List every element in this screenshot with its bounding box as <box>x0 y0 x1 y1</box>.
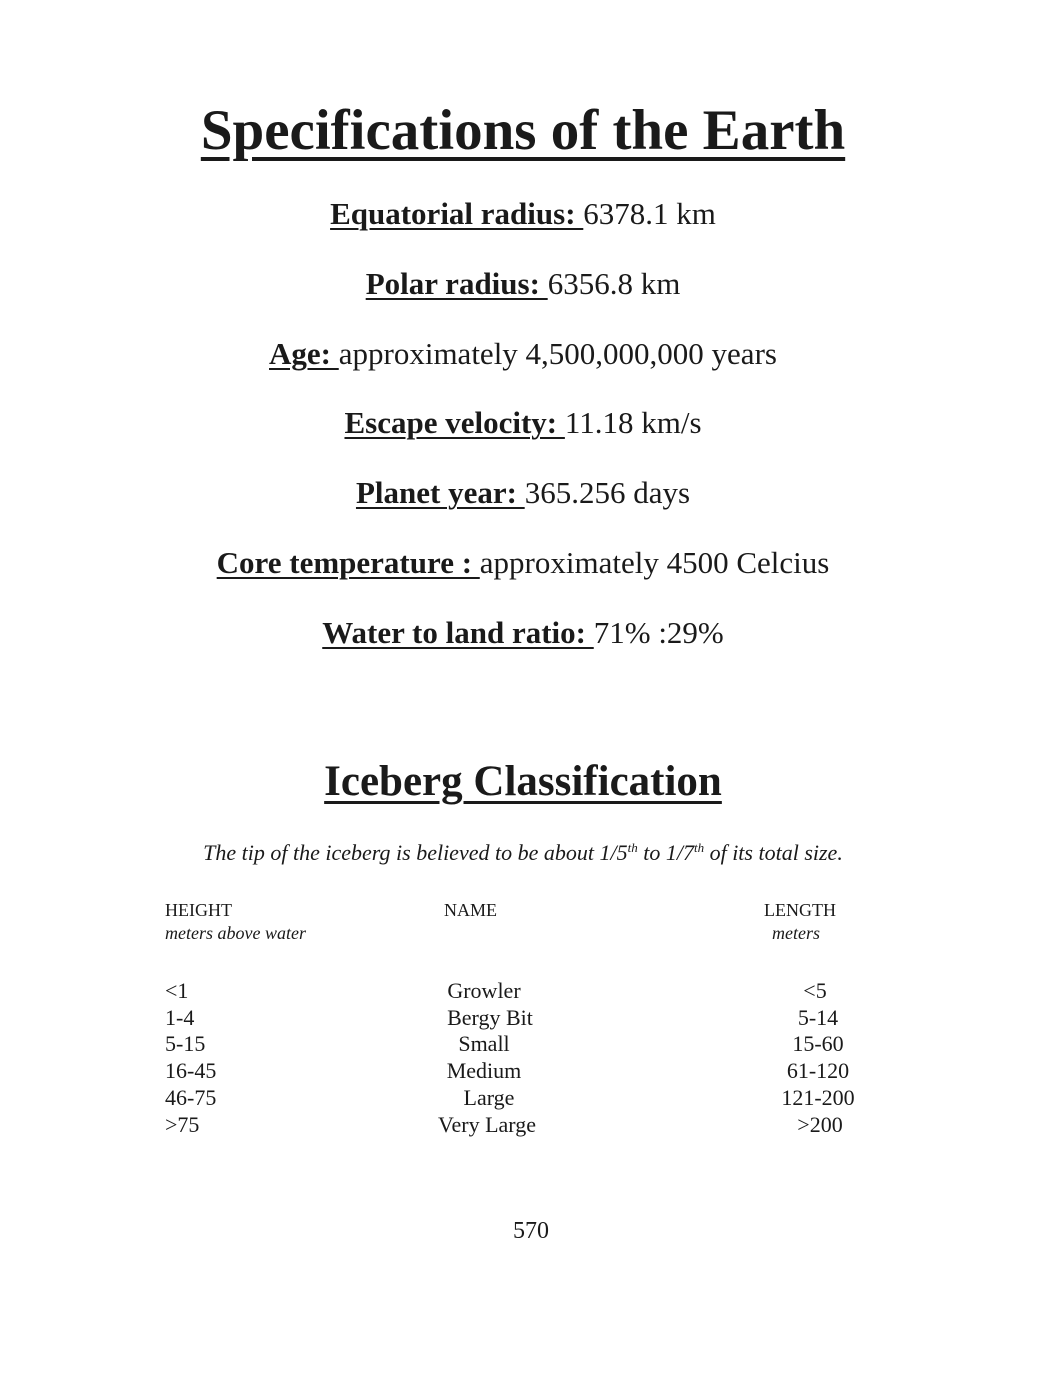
spec-value: 6378.1 km <box>583 196 716 231</box>
section-title: Iceberg Classification <box>324 758 722 805</box>
spec-value: approximately 4500 Celcius <box>479 545 830 580</box>
spec-label: Escape velocity: <box>344 405 565 440</box>
column-header-height: HEIGHT <box>165 900 232 920</box>
intro-text: The tip of the iceberg is believed to be about 1/5 <box>203 840 628 865</box>
page-title: Specifications of the Earth <box>200 99 846 162</box>
cell-name: Medium <box>446 1058 522 1083</box>
cell-length: 15-60 <box>792 1031 844 1056</box>
cell-length: >200 <box>797 1112 843 1137</box>
spec-value: 365.256 days <box>524 475 691 510</box>
spec-core-temperature <box>0 545 1046 581</box>
spec-label: Core temperature : <box>216 545 480 580</box>
cell-name: Bergy Bit <box>447 1005 533 1030</box>
column-subheader-length: meters <box>772 923 820 943</box>
cell-name: Small <box>458 1031 510 1056</box>
cell-height: 1-4 <box>165 1005 195 1030</box>
intro-superscript: th <box>693 840 705 855</box>
cell-name: Very Large <box>438 1112 536 1137</box>
cell-height: >75 <box>165 1112 200 1137</box>
cell-height: 5-15 <box>165 1031 206 1056</box>
spec-label: Polar radius: <box>365 266 548 301</box>
cell-length: 5-14 <box>797 1005 839 1030</box>
spec-value: 6356.8 km <box>547 266 681 301</box>
page-number: 570 <box>513 1218 549 1244</box>
cell-length: 121-200 <box>781 1085 855 1110</box>
cell-height: 16-45 <box>165 1058 217 1083</box>
cell-height: <1 <box>165 978 189 1003</box>
spec-label: Age: <box>269 336 339 371</box>
column-subheader-height: meters above water <box>165 923 306 943</box>
iceberg-intro <box>0 838 1046 868</box>
intro-text: to 1/7 <box>637 840 694 865</box>
cell-length: <5 <box>803 978 827 1003</box>
spec-equatorial-radius <box>0 196 1046 232</box>
spec-value: 71% :29% <box>593 615 724 650</box>
cell-name: Growler <box>447 978 521 1003</box>
spec-value: 11.18 km/s <box>564 405 702 440</box>
intro-text: of its total size. <box>704 840 843 865</box>
spec-label: Equatorial radius: <box>330 196 584 231</box>
spec-label: Planet year: <box>355 475 525 510</box>
spec-label: Water to land ratio: <box>322 615 594 650</box>
spec-water-to-land-ratio <box>0 615 1046 651</box>
cell-length: 61-120 <box>786 1058 850 1083</box>
spec-escape-velocity <box>0 405 1046 441</box>
column-header-length: LENGTH <box>764 900 836 920</box>
spec-age <box>0 336 1046 372</box>
cell-height: 46-75 <box>165 1085 217 1110</box>
column-header-name: NAME <box>444 900 497 920</box>
spec-value: approximately 4,500,000,000 years <box>338 336 777 371</box>
spec-polar-radius <box>0 266 1046 302</box>
cell-name: Large <box>463 1085 515 1110</box>
spec-planet-year <box>0 475 1046 511</box>
intro-superscript: th <box>627 840 638 855</box>
